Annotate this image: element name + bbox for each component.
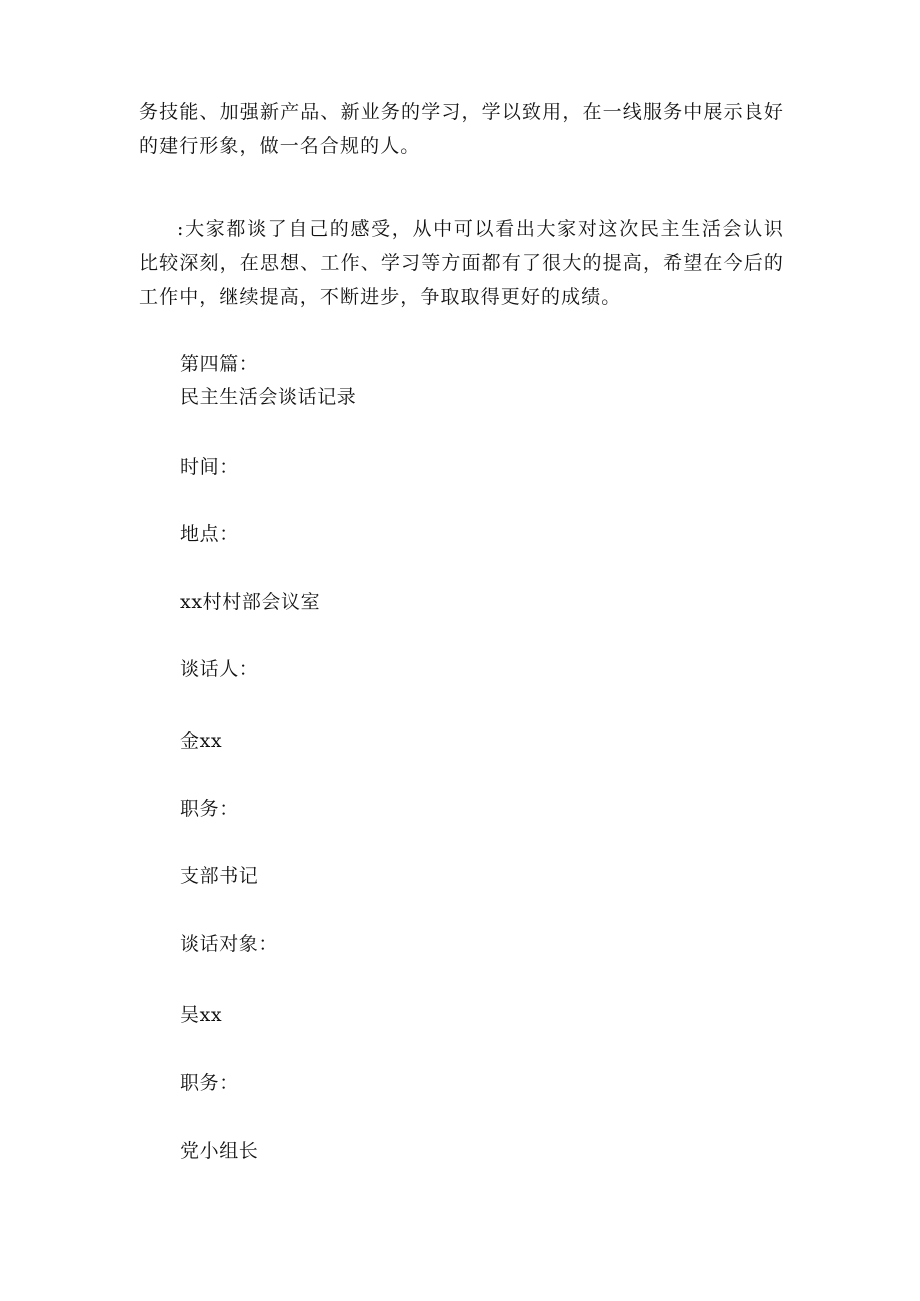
section-heading: 第四篇： <box>180 353 259 375</box>
target-value: 吴xx <box>180 1004 223 1026</box>
place-value: xx村村部会议室 <box>180 591 321 613</box>
target-position-value: 党小组长 <box>180 1140 259 1162</box>
paragraph-summary: :大家都谈了自己的感受，从中可以看出大家对这次民主生活会认识比较深刻，在思想、工作、学习等方面都有了很大的提高，希望在今后的工作中，继续提高，不断进步，争取取得更好的成绩。 <box>139 218 784 308</box>
place-label: 地点： <box>180 523 239 545</box>
speaker-position-label: 职务： <box>180 798 239 820</box>
section-title: 民主生活会谈话记录 <box>180 386 357 408</box>
speaker-position-value: 支部书记 <box>180 865 259 887</box>
paragraph-continuation: 务技能、加强新产品、新业务的学习，学以致用，在一线服务中展示良好的建行形象，做一名合规的人。 <box>139 101 784 157</box>
speaker-label: 谈话人： <box>180 658 259 680</box>
target-position-label: 职务： <box>180 1072 239 1094</box>
speaker-value: 金xx <box>180 730 223 752</box>
target-label: 谈话对象： <box>180 933 279 955</box>
time-label: 时间： <box>180 456 239 478</box>
